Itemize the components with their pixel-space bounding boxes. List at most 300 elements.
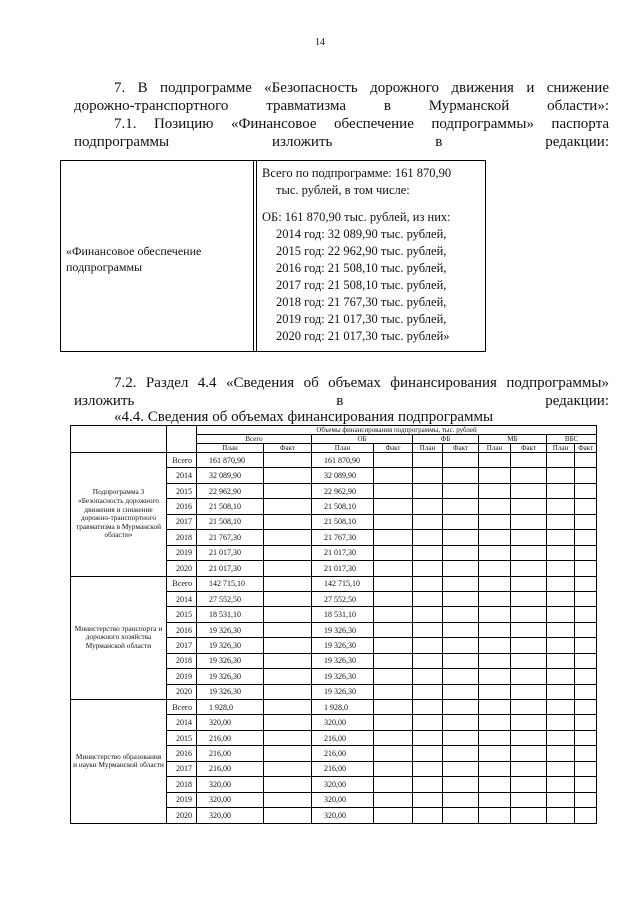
vbs-fact-cell bbox=[575, 545, 597, 560]
total-plan-cell: 18 531,10 bbox=[197, 607, 264, 622]
year-cell: 2017 bbox=[167, 761, 197, 776]
total-plan-cell: 19 326,30 bbox=[197, 622, 264, 637]
ob-fact-cell bbox=[374, 808, 413, 823]
vbs-plan-cell bbox=[547, 684, 575, 699]
ob-fact-cell bbox=[374, 622, 413, 637]
mb-fact-cell bbox=[511, 514, 547, 529]
fb-plan-cell bbox=[413, 746, 443, 761]
passport-financing-box bbox=[60, 160, 486, 352]
total-fact-cell bbox=[264, 700, 312, 715]
total-fact-cell bbox=[264, 468, 312, 483]
total-fact-cell bbox=[264, 746, 312, 761]
total-fact-cell bbox=[264, 514, 312, 529]
vbs-plan-cell bbox=[547, 591, 575, 606]
vbs-plan-cell bbox=[547, 622, 575, 637]
vbs-fact-cell bbox=[575, 792, 597, 807]
fb-fact-cell bbox=[443, 561, 479, 576]
fb-plan-cell bbox=[413, 483, 443, 498]
paragraph-7-2: 7.2. Раздел 4.4 «Сведения об объемах финансирования подпрограммы» изложить в редакции: bbox=[74, 375, 609, 409]
vbs-fact-cell bbox=[575, 715, 597, 730]
year-cell: 2019 bbox=[167, 545, 197, 560]
year-cell: 2015 bbox=[167, 607, 197, 622]
passport-divider bbox=[253, 161, 254, 351]
mb-fact-cell bbox=[511, 715, 547, 730]
total-plan-cell: 161 870,90 bbox=[197, 453, 264, 468]
year-cell: 2015 bbox=[167, 483, 197, 498]
total-fact-cell bbox=[264, 761, 312, 776]
ob-plan-cell: 21 017,30 bbox=[312, 545, 374, 560]
vbs-plan-cell bbox=[547, 730, 575, 745]
total-plan-cell: 216,00 bbox=[197, 746, 264, 761]
header-plan: План bbox=[413, 444, 443, 453]
mb-plan-cell bbox=[479, 730, 511, 745]
passport-label: «Финансовое обеспечение подпрограммы bbox=[66, 244, 202, 274]
year-cell: 2016 bbox=[167, 499, 197, 514]
vbs-plan-cell bbox=[547, 761, 575, 776]
header-col-fb: ФБ bbox=[413, 435, 479, 444]
header-fact: Факт bbox=[511, 444, 547, 453]
ob-fact-cell bbox=[374, 545, 413, 560]
fb-fact-cell bbox=[443, 638, 479, 653]
mb-plan-cell bbox=[479, 638, 511, 653]
ob-plan-cell: 320,00 bbox=[312, 715, 374, 730]
header-plan: План bbox=[547, 444, 575, 453]
mb-plan-cell bbox=[479, 622, 511, 637]
fb-fact-cell bbox=[443, 761, 479, 776]
total-fact-cell bbox=[264, 792, 312, 807]
mb-plan-cell bbox=[479, 591, 511, 606]
passport-year-line: 2020 год: 21 017,30 тыс. рублей» bbox=[276, 329, 450, 343]
ob-plan-cell: 216,00 bbox=[312, 746, 374, 761]
mb-fact-cell bbox=[511, 808, 547, 823]
vbs-fact-cell bbox=[575, 530, 597, 545]
mb-plan-cell bbox=[479, 545, 511, 560]
passport-year-line: 2017 год: 21 508,10 тыс. рублей, bbox=[276, 278, 447, 292]
vbs-fact-cell bbox=[575, 514, 597, 529]
mb-fact-cell bbox=[511, 545, 547, 560]
mb-fact-cell bbox=[511, 653, 547, 668]
vbs-plan-cell bbox=[547, 638, 575, 653]
mb-fact-cell bbox=[511, 746, 547, 761]
mb-fact-cell bbox=[511, 499, 547, 514]
header-fact: Факт bbox=[264, 444, 312, 453]
year-cell: 2020 bbox=[167, 808, 197, 823]
year-cell: Всего bbox=[167, 453, 197, 468]
header-fact: Факт bbox=[575, 444, 597, 453]
fb-fact-cell bbox=[443, 483, 479, 498]
vbs-fact-cell bbox=[575, 499, 597, 514]
ob-fact-cell bbox=[374, 684, 413, 699]
mb-fact-cell bbox=[511, 792, 547, 807]
ob-plan-cell: 22 962,90 bbox=[312, 483, 374, 498]
total-fact-cell bbox=[264, 715, 312, 730]
ob-fact-cell bbox=[374, 561, 413, 576]
ob-fact-cell bbox=[374, 499, 413, 514]
ob-plan-cell: 21 017,30 bbox=[312, 561, 374, 576]
fb-fact-cell bbox=[443, 730, 479, 745]
vbs-plan-cell bbox=[547, 468, 575, 483]
vbs-plan-cell bbox=[547, 746, 575, 761]
group-name-cell: Министерство образования и науки Мурманской области bbox=[71, 700, 167, 824]
vbs-fact-cell bbox=[575, 591, 597, 606]
fb-fact-cell bbox=[443, 700, 479, 715]
ob-plan-cell: 216,00 bbox=[312, 730, 374, 745]
ob-fact-cell bbox=[374, 669, 413, 684]
mb-plan-cell bbox=[479, 468, 511, 483]
mb-plan-cell bbox=[479, 561, 511, 576]
page-number: 14 bbox=[315, 37, 325, 48]
vbs-fact-cell bbox=[575, 576, 597, 591]
vbs-plan-cell bbox=[547, 777, 575, 792]
vbs-fact-cell bbox=[575, 561, 597, 576]
fb-plan-cell bbox=[413, 808, 443, 823]
year-cell: Всего bbox=[167, 700, 197, 715]
mb-fact-cell bbox=[511, 468, 547, 483]
ob-plan-cell: 320,00 bbox=[312, 792, 374, 807]
paragraph-7: 7. В подпрограмме «Безопасность дорожного движения и снижение дорожно-транспортного травматизма в Мурманской области»: bbox=[74, 80, 609, 114]
mb-plan-cell bbox=[479, 684, 511, 699]
fb-plan-cell bbox=[413, 638, 443, 653]
paragraph-7-1: 7.1. Позицию «Финансовое обеспечение подпрограммы» паспорта подпрограммы изложить в редакции: bbox=[74, 116, 609, 150]
ob-plan-cell: 21 508,10 bbox=[312, 499, 374, 514]
table-row bbox=[71, 453, 597, 468]
total-plan-cell: 19 326,30 bbox=[197, 653, 264, 668]
header-col-vbs: ВБС bbox=[547, 435, 597, 444]
total-fact-cell bbox=[264, 530, 312, 545]
ob-plan-cell: 27 552,50 bbox=[312, 591, 374, 606]
vbs-plan-cell bbox=[547, 700, 575, 715]
mb-fact-cell bbox=[511, 730, 547, 745]
ob-fact-cell bbox=[374, 653, 413, 668]
year-cell: Всего bbox=[167, 576, 197, 591]
fb-fact-cell bbox=[443, 499, 479, 514]
total-fact-cell bbox=[264, 777, 312, 792]
total-plan-cell: 1 928,0 bbox=[197, 700, 264, 715]
mb-plan-cell bbox=[479, 792, 511, 807]
fb-fact-cell bbox=[443, 653, 479, 668]
fb-plan-cell bbox=[413, 561, 443, 576]
total-plan-cell: 21 017,30 bbox=[197, 545, 264, 560]
mb-plan-cell bbox=[479, 514, 511, 529]
header-col-ob: ОБ bbox=[312, 435, 413, 444]
total-fact-cell bbox=[264, 453, 312, 468]
mb-fact-cell bbox=[511, 777, 547, 792]
vbs-plan-cell bbox=[547, 561, 575, 576]
year-cell: 2016 bbox=[167, 746, 197, 761]
total-fact-cell bbox=[264, 483, 312, 498]
mb-plan-cell bbox=[479, 576, 511, 591]
year-cell: 2015 bbox=[167, 730, 197, 745]
vbs-fact-cell bbox=[575, 684, 597, 699]
total-fact-cell bbox=[264, 561, 312, 576]
ob-plan-cell: 18 531,10 bbox=[312, 607, 374, 622]
fb-fact-cell bbox=[443, 545, 479, 560]
header-plan: План bbox=[197, 444, 264, 453]
passport-year-line: 2015 год: 22 962,90 тыс. рублей, bbox=[276, 244, 447, 258]
passport-year-line: 2018 год: 21 767,30 тыс. рублей, bbox=[276, 295, 447, 309]
vbs-fact-cell bbox=[575, 761, 597, 776]
ob-fact-cell bbox=[374, 453, 413, 468]
table-row bbox=[71, 700, 597, 715]
total-fact-cell bbox=[264, 653, 312, 668]
mb-fact-cell bbox=[511, 638, 547, 653]
vbs-fact-cell bbox=[575, 669, 597, 684]
vbs-fact-cell bbox=[575, 653, 597, 668]
year-cell: 2017 bbox=[167, 514, 197, 529]
mb-fact-cell bbox=[511, 483, 547, 498]
total-plan-cell: 21 767,30 bbox=[197, 530, 264, 545]
fb-plan-cell bbox=[413, 468, 443, 483]
vbs-plan-cell bbox=[547, 669, 575, 684]
vbs-plan-cell bbox=[547, 792, 575, 807]
mb-fact-cell bbox=[511, 700, 547, 715]
mb-fact-cell bbox=[511, 669, 547, 684]
ob-plan-cell: 19 326,30 bbox=[312, 638, 374, 653]
ob-fact-cell bbox=[374, 700, 413, 715]
total-fact-cell bbox=[264, 545, 312, 560]
mb-plan-cell bbox=[479, 607, 511, 622]
fb-plan-cell bbox=[413, 622, 443, 637]
total-fact-cell bbox=[264, 622, 312, 637]
year-cell: 2014 bbox=[167, 468, 197, 483]
fb-fact-cell bbox=[443, 530, 479, 545]
header-fact: Факт bbox=[443, 444, 479, 453]
fb-plan-cell bbox=[413, 514, 443, 529]
ob-plan-cell: 21 508,10 bbox=[312, 514, 374, 529]
passport-year-line: 2016 год: 21 508,10 тыс. рублей, bbox=[276, 261, 447, 275]
vbs-fact-cell bbox=[575, 468, 597, 483]
year-cell: 2014 bbox=[167, 591, 197, 606]
ob-fact-cell bbox=[374, 638, 413, 653]
mb-plan-cell bbox=[479, 530, 511, 545]
ob-plan-cell: 32 089,90 bbox=[312, 468, 374, 483]
ob-fact-cell bbox=[374, 576, 413, 591]
passport-total-line-1: Всего по подпрограмме: 161 870,90 bbox=[262, 166, 452, 180]
vbs-fact-cell bbox=[575, 607, 597, 622]
mb-plan-cell bbox=[479, 669, 511, 684]
total-plan-cell: 216,00 bbox=[197, 730, 264, 745]
total-plan-cell: 21 017,30 bbox=[197, 561, 264, 576]
total-plan-cell: 142 715,10 bbox=[197, 576, 264, 591]
year-cell: 2019 bbox=[167, 669, 197, 684]
total-plan-cell: 216,00 bbox=[197, 761, 264, 776]
vbs-fact-cell bbox=[575, 700, 597, 715]
section-heading-4-4: «4.4. Сведения об объемах финансирования подпрограммы bbox=[114, 409, 494, 425]
mb-fact-cell bbox=[511, 576, 547, 591]
fb-fact-cell bbox=[443, 777, 479, 792]
mb-fact-cell bbox=[511, 530, 547, 545]
fb-fact-cell bbox=[443, 453, 479, 468]
passport-ob-line: ОБ: 161 870,90 тыс. рублей, из них: bbox=[262, 210, 451, 224]
mb-fact-cell bbox=[511, 591, 547, 606]
ob-plan-cell: 142 715,10 bbox=[312, 576, 374, 591]
total-plan-cell: 320,00 bbox=[197, 792, 264, 807]
vbs-plan-cell bbox=[547, 483, 575, 498]
total-plan-cell: 320,00 bbox=[197, 808, 264, 823]
year-cell: 2016 bbox=[167, 622, 197, 637]
ob-plan-cell: 320,00 bbox=[312, 808, 374, 823]
total-plan-cell: 32 089,90 bbox=[197, 468, 264, 483]
ob-plan-cell: 19 326,30 bbox=[312, 669, 374, 684]
total-plan-cell: 19 326,30 bbox=[197, 669, 264, 684]
total-plan-cell: 21 508,10 bbox=[197, 514, 264, 529]
fb-plan-cell bbox=[413, 761, 443, 776]
fb-fact-cell bbox=[443, 669, 479, 684]
ob-fact-cell bbox=[374, 483, 413, 498]
header-plan: План bbox=[479, 444, 511, 453]
fb-plan-cell bbox=[413, 792, 443, 807]
vbs-fact-cell bbox=[575, 777, 597, 792]
ob-fact-cell bbox=[374, 746, 413, 761]
vbs-plan-cell bbox=[547, 530, 575, 545]
total-fact-cell bbox=[264, 730, 312, 745]
mb-plan-cell bbox=[479, 777, 511, 792]
total-fact-cell bbox=[264, 669, 312, 684]
mb-fact-cell bbox=[511, 607, 547, 622]
total-plan-cell: 19 326,30 bbox=[197, 638, 264, 653]
mb-plan-cell bbox=[479, 453, 511, 468]
total-plan-cell: 19 326,30 bbox=[197, 684, 264, 699]
ob-fact-cell bbox=[374, 591, 413, 606]
year-cell: 2018 bbox=[167, 530, 197, 545]
year-cell: 2018 bbox=[167, 653, 197, 668]
total-plan-cell: 320,00 bbox=[197, 715, 264, 730]
mb-plan-cell bbox=[479, 746, 511, 761]
passport-total-line-2: тыс. рублей, в том числе: bbox=[276, 183, 410, 197]
total-fact-cell bbox=[264, 808, 312, 823]
header-financing-volumes: Объемы финансирования подпрограммы, тыс. рублей bbox=[197, 426, 597, 435]
fb-plan-cell bbox=[413, 607, 443, 622]
fb-fact-cell bbox=[443, 514, 479, 529]
mb-plan-cell bbox=[479, 715, 511, 730]
total-fact-cell bbox=[264, 607, 312, 622]
total-fact-cell bbox=[264, 684, 312, 699]
fb-plan-cell bbox=[413, 545, 443, 560]
mb-fact-cell bbox=[511, 622, 547, 637]
passport-year-line: 2019 год: 21 017,30 тыс. рублей, bbox=[276, 312, 447, 326]
mb-plan-cell bbox=[479, 700, 511, 715]
fb-plan-cell bbox=[413, 684, 443, 699]
fb-fact-cell bbox=[443, 622, 479, 637]
vbs-plan-cell bbox=[547, 653, 575, 668]
ob-fact-cell bbox=[374, 730, 413, 745]
fb-fact-cell bbox=[443, 607, 479, 622]
fb-plan-cell bbox=[413, 453, 443, 468]
ob-fact-cell bbox=[374, 761, 413, 776]
ob-fact-cell bbox=[374, 607, 413, 622]
vbs-plan-cell bbox=[547, 545, 575, 560]
total-fact-cell bbox=[264, 591, 312, 606]
fb-plan-cell bbox=[413, 530, 443, 545]
year-cell: 2018 bbox=[167, 777, 197, 792]
ob-fact-cell bbox=[374, 530, 413, 545]
vbs-fact-cell bbox=[575, 453, 597, 468]
ob-plan-cell: 19 326,30 bbox=[312, 622, 374, 637]
ob-plan-cell: 19 326,30 bbox=[312, 684, 374, 699]
mb-plan-cell bbox=[479, 653, 511, 668]
fb-plan-cell bbox=[413, 730, 443, 745]
table-row bbox=[71, 576, 597, 591]
ob-plan-cell: 21 767,30 bbox=[312, 530, 374, 545]
financing-table bbox=[70, 425, 597, 824]
year-cell: 2020 bbox=[167, 684, 197, 699]
group-name-cell: Министерство транспорта и дорожного хозяйства Мурманской области bbox=[71, 576, 167, 700]
vbs-fact-cell bbox=[575, 622, 597, 637]
year-cell: 2019 bbox=[167, 792, 197, 807]
passport-year-line: 2014 год: 32 089,90 тыс. рублей, bbox=[276, 227, 447, 241]
ob-fact-cell bbox=[374, 792, 413, 807]
total-plan-cell: 22 962,90 bbox=[197, 483, 264, 498]
ob-fact-cell bbox=[374, 777, 413, 792]
vbs-plan-cell bbox=[547, 576, 575, 591]
header-col-total: Всего bbox=[197, 435, 312, 444]
header-fact: Факт bbox=[374, 444, 413, 453]
total-plan-cell: 320,00 bbox=[197, 777, 264, 792]
header-empty-cell bbox=[71, 426, 167, 453]
mb-plan-cell bbox=[479, 808, 511, 823]
vbs-fact-cell bbox=[575, 483, 597, 498]
vbs-plan-cell bbox=[547, 499, 575, 514]
fb-fact-cell bbox=[443, 468, 479, 483]
fb-fact-cell bbox=[443, 576, 479, 591]
vbs-fact-cell bbox=[575, 638, 597, 653]
vbs-plan-cell bbox=[547, 453, 575, 468]
ob-fact-cell bbox=[374, 715, 413, 730]
year-cell: 2017 bbox=[167, 638, 197, 653]
ob-plan-cell: 1 928,0 bbox=[312, 700, 374, 715]
vbs-fact-cell bbox=[575, 808, 597, 823]
ob-plan-cell: 161 870,90 bbox=[312, 453, 374, 468]
fb-plan-cell bbox=[413, 499, 443, 514]
mb-plan-cell bbox=[479, 761, 511, 776]
vbs-plan-cell bbox=[547, 607, 575, 622]
fb-plan-cell bbox=[413, 777, 443, 792]
vbs-fact-cell bbox=[575, 730, 597, 745]
fb-plan-cell bbox=[413, 715, 443, 730]
group-name-cell: Подпрограмма 3 «Безопасность дорожного движения и снижение дорожно-транспортного травматизма в Мурманской области» bbox=[71, 453, 167, 577]
total-fact-cell bbox=[264, 638, 312, 653]
header-plan: План bbox=[312, 444, 374, 453]
fb-fact-cell bbox=[443, 808, 479, 823]
vbs-fact-cell bbox=[575, 746, 597, 761]
ob-plan-cell: 320,00 bbox=[312, 777, 374, 792]
fb-fact-cell bbox=[443, 591, 479, 606]
fb-plan-cell bbox=[413, 576, 443, 591]
header-empty-cell bbox=[167, 426, 197, 453]
year-cell: 2020 bbox=[167, 561, 197, 576]
mb-fact-cell bbox=[511, 684, 547, 699]
passport-values bbox=[262, 165, 482, 345]
financing-table-body bbox=[71, 453, 597, 824]
mb-fact-cell bbox=[511, 453, 547, 468]
fb-plan-cell bbox=[413, 591, 443, 606]
total-fact-cell bbox=[264, 499, 312, 514]
mb-plan-cell bbox=[479, 483, 511, 498]
fb-fact-cell bbox=[443, 715, 479, 730]
passport-divider-inner bbox=[256, 161, 257, 351]
ob-fact-cell bbox=[374, 468, 413, 483]
ob-plan-cell: 19 326,30 bbox=[312, 653, 374, 668]
vbs-plan-cell bbox=[547, 808, 575, 823]
header-col-mb: МБ bbox=[479, 435, 547, 444]
fb-plan-cell bbox=[413, 669, 443, 684]
fb-fact-cell bbox=[443, 792, 479, 807]
ob-plan-cell: 216,00 bbox=[312, 761, 374, 776]
mb-plan-cell bbox=[479, 499, 511, 514]
fb-fact-cell bbox=[443, 684, 479, 699]
fb-plan-cell bbox=[413, 653, 443, 668]
total-plan-cell: 27 552,50 bbox=[197, 591, 264, 606]
